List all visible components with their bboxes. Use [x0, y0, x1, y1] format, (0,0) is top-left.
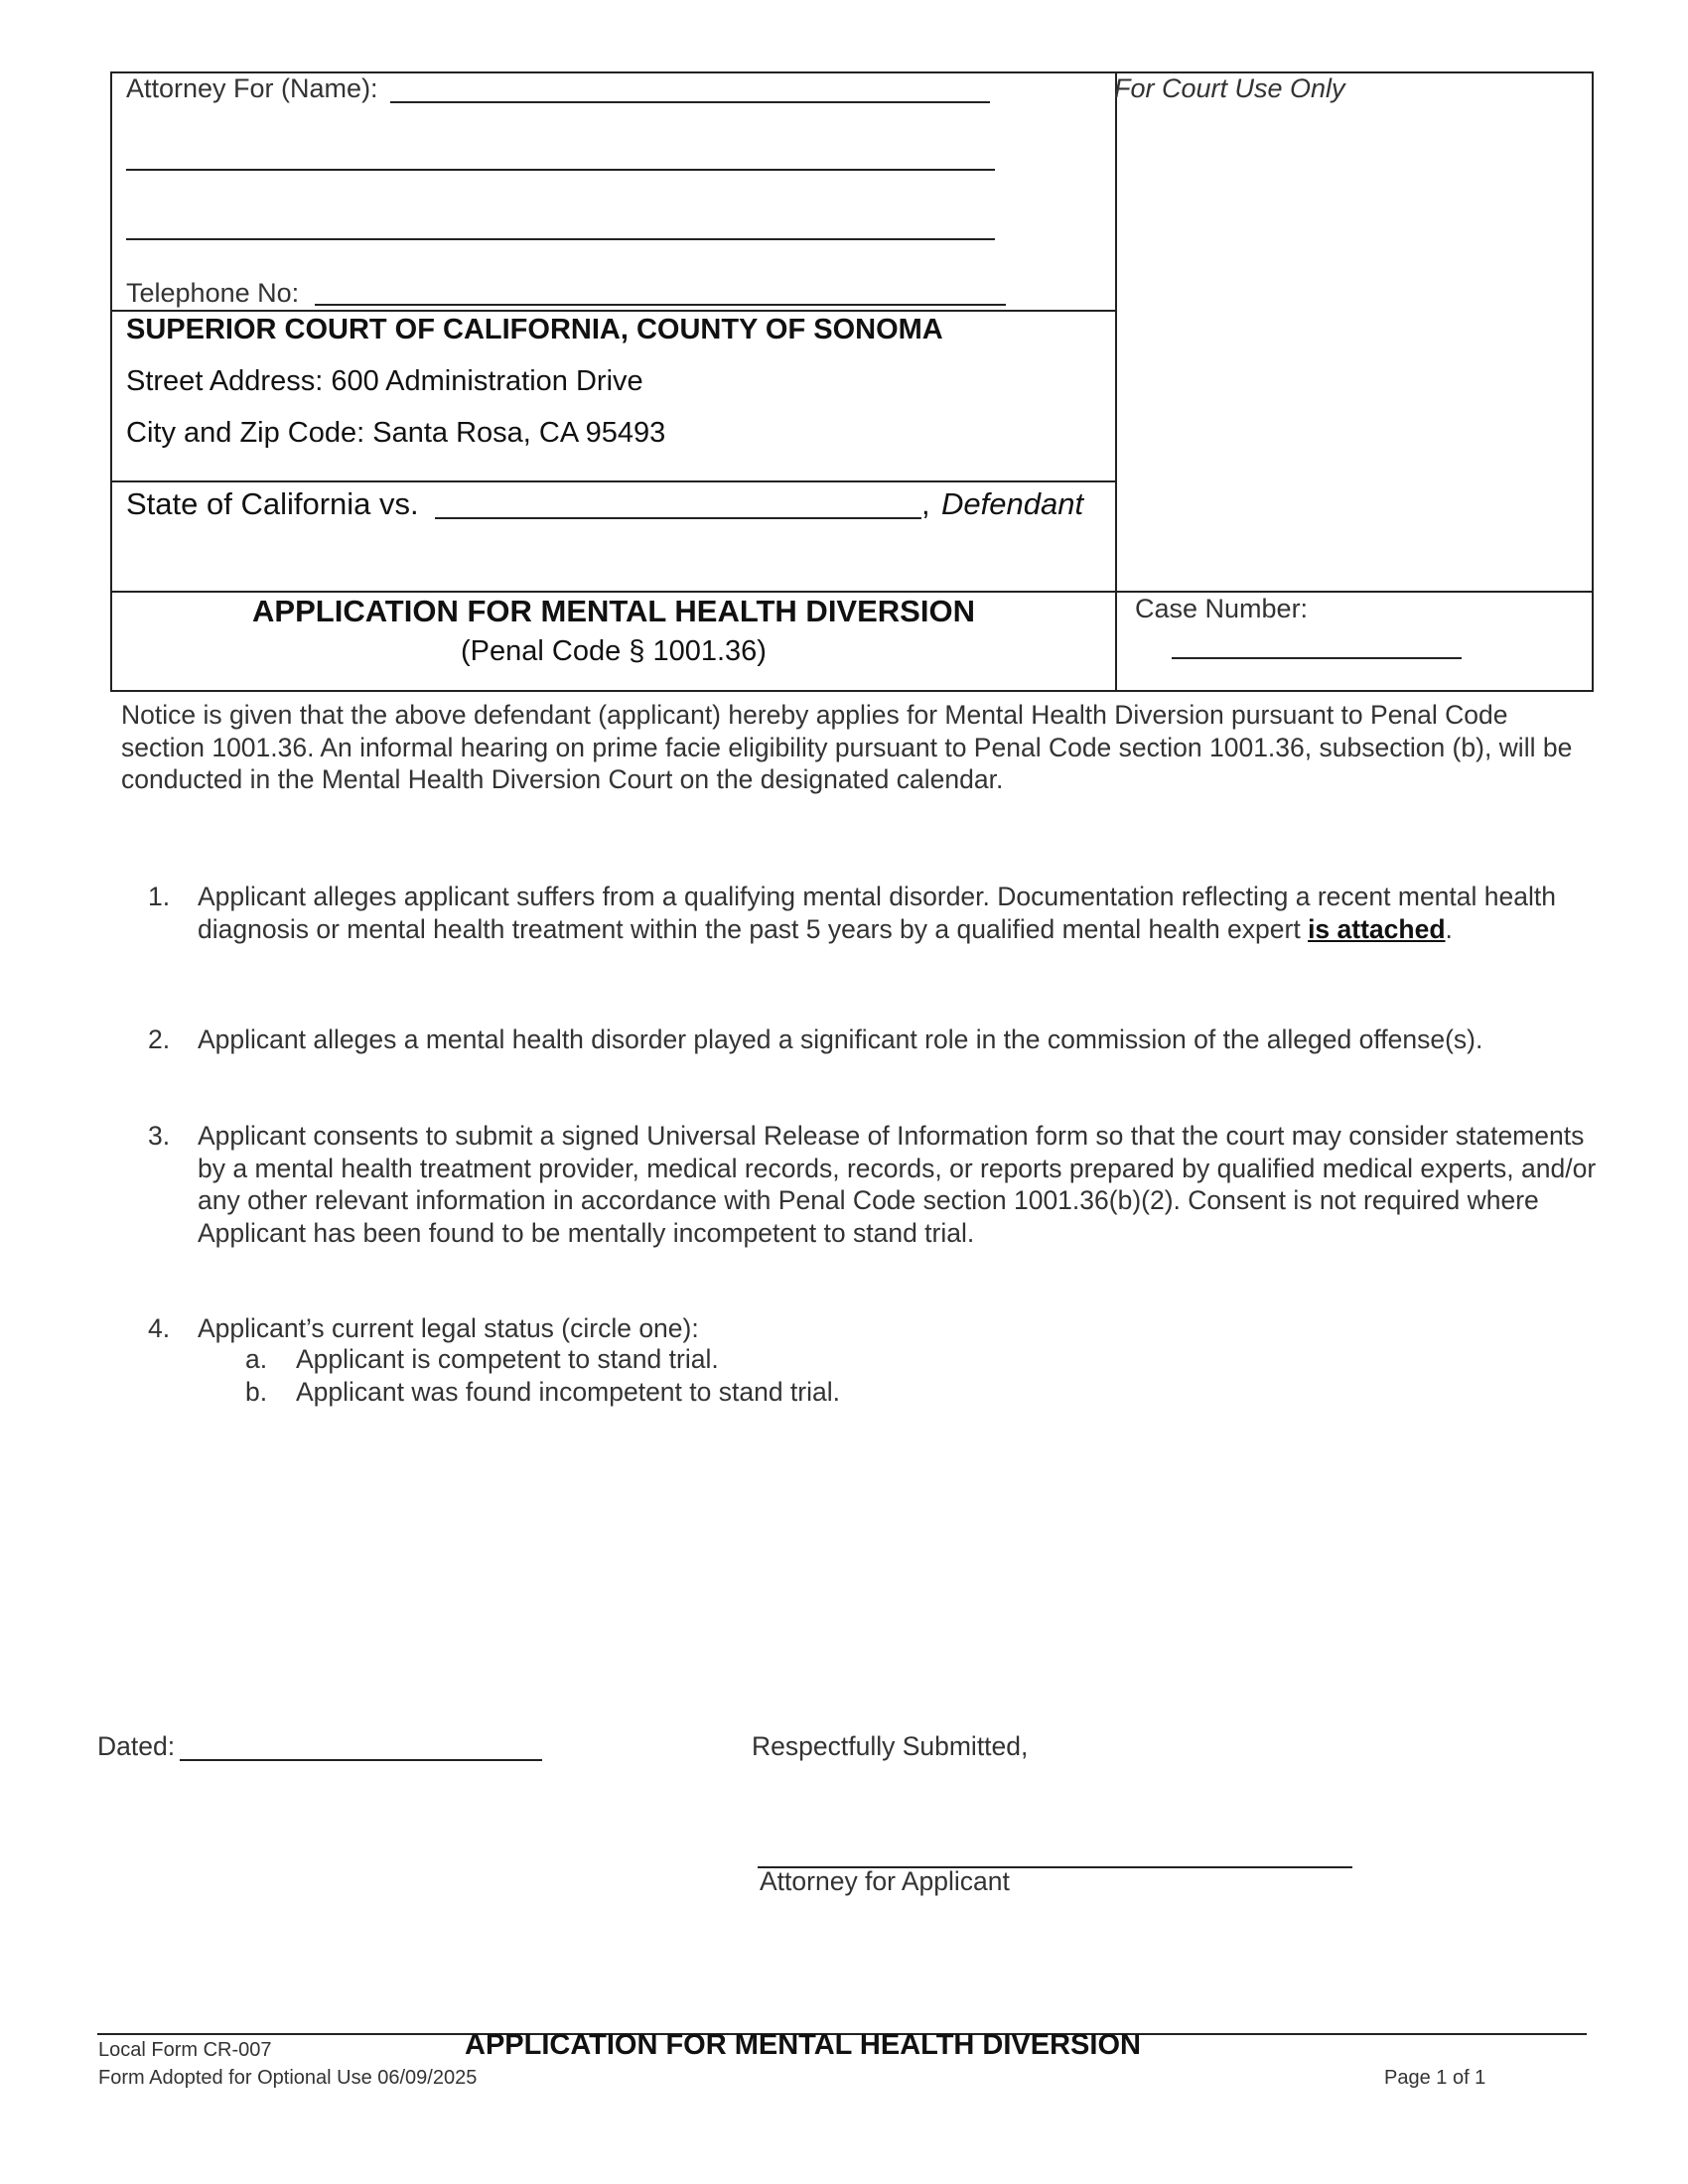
court-city-zip: City and Zip Code: Santa Rosa, CA 95493 — [126, 417, 666, 449]
attorney-signature-line[interactable] — [758, 1846, 1352, 1868]
case-number-field[interactable] — [1172, 637, 1462, 659]
item-1-emphasis: is attached — [1308, 913, 1446, 944]
case-number-label: Case Number: — [1135, 594, 1309, 623]
caption-vertical-divider — [1115, 73, 1117, 690]
defendant-name-field[interactable] — [435, 493, 921, 519]
item-1 — [148, 881, 1608, 950]
attorney-for-label: Attorney For (Name): — [126, 73, 378, 103]
defendant-comma: , — [921, 486, 930, 521]
item-3-number: 3. — [148, 1121, 171, 1151]
attorney-name-field[interactable] — [390, 79, 990, 103]
attorney-address-line-1[interactable] — [126, 149, 995, 171]
option-b-letter: b. — [245, 1377, 268, 1407]
item-3 — [148, 1120, 1608, 1254]
form-title: APPLICATION FOR MENTAL HEALTH DIVERSION — [252, 594, 975, 628]
defendant-label: Defendant — [941, 486, 1084, 521]
telephone-label: Telephone No: — [126, 278, 300, 308]
option-a-text[interactable]: Applicant is competent to stand trial. — [296, 1344, 719, 1374]
item-4-text: Applicant’s current legal status (circle one): — [198, 1313, 699, 1343]
court-street-address: Street Address: 600 Administration Drive — [126, 365, 643, 397]
option-b-text[interactable]: Applicant was found incompetent to stand trial. — [296, 1377, 840, 1407]
caption-divider-1 — [112, 310, 1115, 312]
item-1-body: Applicant alleges applicant suffers from a qualifying mental disorder. Documentation reflecting a recent mental health diagnosis or mental health treatment within the past 5 years by a qualified mental health expert — [198, 882, 1556, 944]
footer-adopted: Form Adopted for Optional Use 06/09/2025 — [98, 2067, 478, 2089]
caption-divider-2 — [112, 480, 1115, 482]
court-use-label: For Court Use Only — [1114, 73, 1345, 103]
court-name: SUPERIOR COURT OF CALIFORNIA, COUNTY OF SONOMA — [126, 314, 943, 345]
item-4 — [148, 1312, 1608, 1348]
telephone-field[interactable] — [315, 284, 1006, 306]
dated-label: Dated: — [97, 1731, 176, 1761]
item-2 — [148, 1024, 1608, 1059]
footer-title: APPLICATION FOR MENTAL HEALTH DIVERSION — [465, 2029, 1141, 2061]
footer-form-id: Local Form CR-007 — [98, 2039, 272, 2061]
item-1-tail: . — [1445, 913, 1453, 944]
option-a-letter: a. — [245, 1344, 268, 1374]
item-1-number: 1. — [148, 882, 171, 911]
submitted-label: Respectfully Submitted, — [752, 1731, 1029, 1761]
footer-page: Page 1 of 1 — [1384, 2067, 1486, 2089]
item-2-number: 2. — [148, 1024, 171, 1054]
item-4-number: 4. — [148, 1313, 171, 1343]
state-vs-label: State of California vs. — [126, 486, 419, 521]
attorney-address-line-2[interactable] — [126, 218, 995, 240]
form-subtitle: (Penal Code § 1001.36) — [461, 635, 767, 667]
notice-paragraph: Notice is given that the above defendant (applicant) hereby applies for Mental Health Diversion pursuant to Penal Code section 1001.36. An informal hearing on prime facie eligibility pursuant to Penal Code section 1001.36, subsection (b), will be conducted in the Mental Health Diversion Court on the designated calendar. — [121, 700, 1573, 794]
caption-divider-3 — [112, 591, 1592, 593]
dated-field[interactable] — [180, 1737, 542, 1761]
item-2-text: Applicant alleges a mental health disorder played a significant role in the commission of the alleged offense(s). — [198, 1024, 1483, 1054]
item-3-text: Applicant consents to submit a signed Universal Release of Information form so that the court may consider statements by a mental health treatment provider, medical records, records, or reports prepared by qualified medical experts, and/or any other relevant information in accordance with Penal Code section 1001.36(b)(2). Consent is not required where Applicant has been found to be mentally incompetent to stand trial. — [198, 1121, 1597, 1248]
item-1-text — [198, 881, 1608, 945]
attorney-for-applicant-label: Attorney for Applicant — [760, 1866, 1010, 1896]
